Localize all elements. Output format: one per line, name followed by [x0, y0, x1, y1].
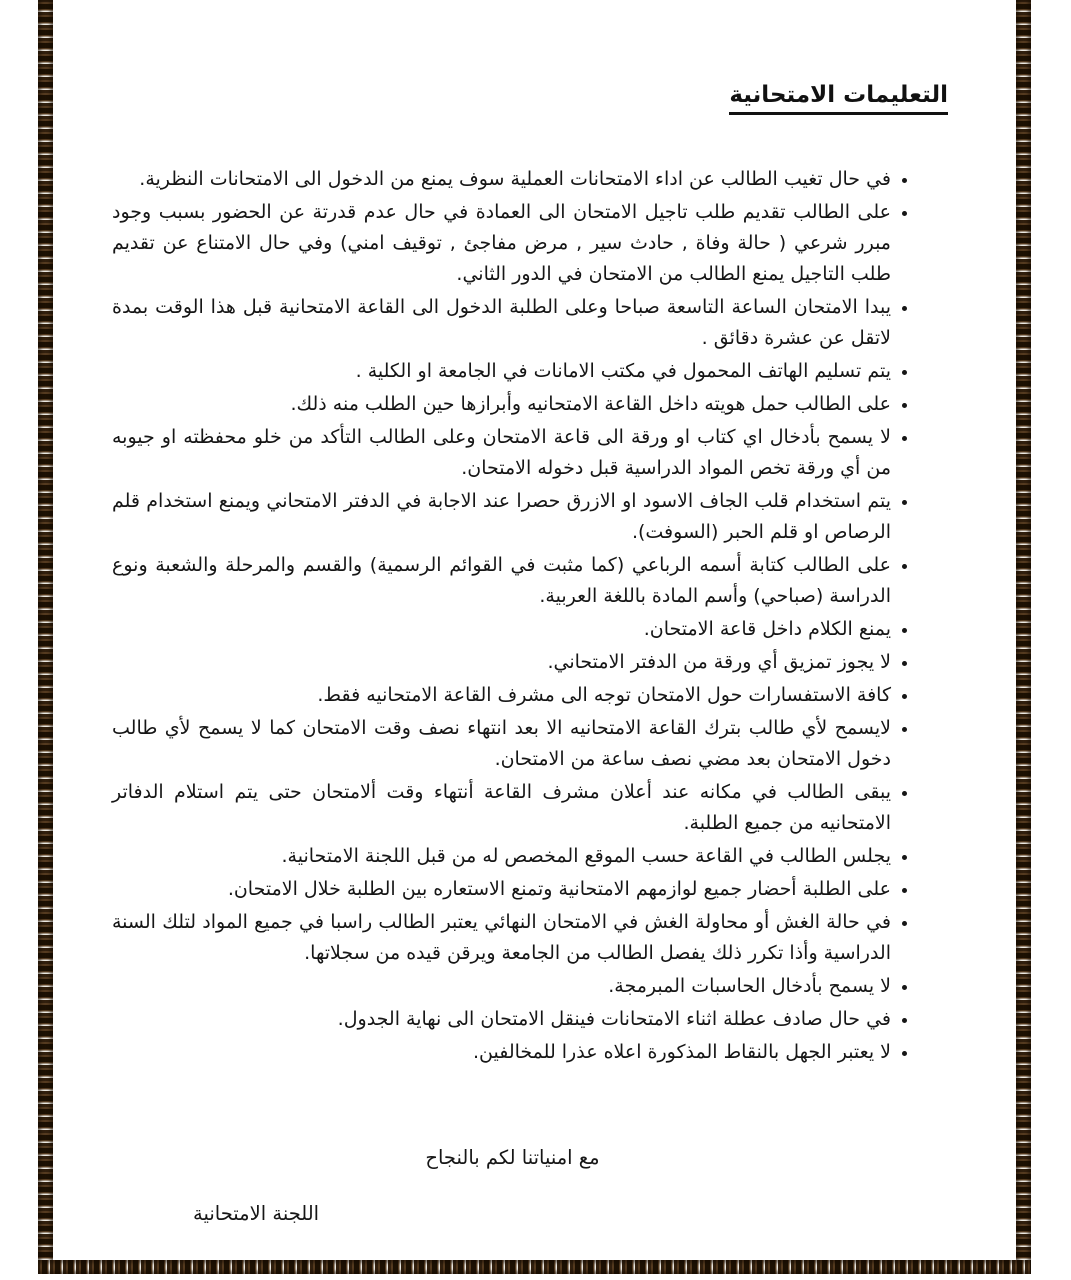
page-title: التعليمات الامتحانية — [729, 82, 948, 115]
instruction-item: • يتم تسليم الهاتف المحمول في مكتب الامانات في الجامعة او الكلية . — [112, 356, 891, 387]
instruction-item: • لايسمح لأي طالب بترك القاعة الامتحانيه الا بعد انتهاء نصف وقت الامتحان كما لا يسمح لأي طالب دخول الامتحان بعد مضي نصف ساعة من الامتحان. — [112, 713, 891, 775]
instruction-item: • يبقى الطالب في مكانه عند أعلان مشرف القاعة أنتهاء وقت ألامتحان حتى يتم استلام الدفاتر الامتحانيه من جميع الطلبة. — [112, 777, 891, 839]
instruction-item: • في حال صادف عطلة اثناء الامتحانات فينقل الامتحان الى نهاية الجدول. — [112, 1004, 891, 1035]
instruction-item: • يمنع الكلام داخل قاعة الامتحان. — [112, 614, 891, 645]
instruction-item: • كافة الاستفسارات حول الامتحان توجه الى مشرف القاعة الامتحانيه فقط. — [112, 680, 891, 711]
instruction-item: • يجلس الطالب في القاعة حسب الموقع المخصص له من قبل اللجنة الامتحانية. — [112, 841, 891, 872]
committee-signature: اللجنة الامتحانية — [193, 1202, 320, 1225]
instruction-item: • على الطالب تقديم طلب تاجيل الامتحان الى العمادة في حال عدم قدرتة عن الحضور بسبب وجود مبرر شرعي ( حالة وفاة , حادث سير , مرض مفاجئ , توقيف امني) وفي حال الامتناع عن تقديم طلب التاجيل يمنع الطالب من الامتحان في الدور الثاني. — [112, 197, 891, 290]
instruction-item: • لا يعتبر الجهل بالنقاط المذكورة اعلاه عذرا للمخالفين. — [112, 1037, 891, 1068]
instruction-item: • على الطالب كتابة أسمه الرباعي (كما مثبت في القوائم الرسمية) والقسم والمرحلة والشعبة ونوع الدراسة (صباحي) وأسم المادة باللغة العربية. — [112, 550, 891, 612]
closing-wishes-text: مع امنياتنا لكم بالنجاح — [425, 1146, 600, 1169]
instruction-item: • لا يجوز تمزيق أي ورقة من الدفتر الامتحاني. — [112, 647, 891, 678]
instruction-item: • على الطالب حمل هويته داخل القاعة الامتحانيه وأبرازها حين الطلب منه ذلك. — [112, 389, 891, 420]
decorative-chain-border-right — [1016, 0, 1031, 1274]
decorative-chain-border-bottom — [38, 1260, 1031, 1274]
instructions-list — [112, 164, 913, 1070]
instruction-item: • على الطلبة أحضار جميع لوازمهم الامتحانية وتمنع الاستعاره بين الطلبة خلال الامتحان. — [112, 874, 891, 905]
decorative-chain-border-left — [38, 0, 53, 1274]
instruction-item: • في حالة الغش أو محاولة الغش في الامتحان النهائي يعتبر الطالب راسبا في جميع المواد لتلك السنة الدراسية وأذا تكرر ذلك يفصل الطالب من الجامعة ويرقن قيده من سجلاتها. — [112, 907, 891, 969]
instruction-item: • لا يسمح بأدخال الحاسبات المبرمجة. — [112, 971, 891, 1002]
instruction-item: • يبدا الامتحان الساعة التاسعة صباحا وعلى الطلبة الدخول الى القاعة الامتحانية قبل هذا الوقت بمدة لاتقل عن عشرة دقائق . — [112, 292, 891, 354]
instruction-item: • لا يسمح بأدخال اي كتاب او ورقة الى قاعة الامتحان وعلى الطالب التأكد من خلو محفظته او جيوبه من أي ورقة تخص المواد الدراسية قبل دخوله الامتحان. — [112, 422, 891, 484]
instruction-item: • يتم استخدام قلب الجاف الاسود او الازرق حصرا عند الاجابة في الدفتر الامتحاني ويمنع استخدام قلم الرصاص او قلم الحبر (السوفت). — [112, 486, 891, 548]
instruction-item: • في حال تغيب الطالب عن اداء الامتحانات العملية سوف يمنع من الدخول الى الامتحانات النظرية. — [112, 164, 891, 195]
